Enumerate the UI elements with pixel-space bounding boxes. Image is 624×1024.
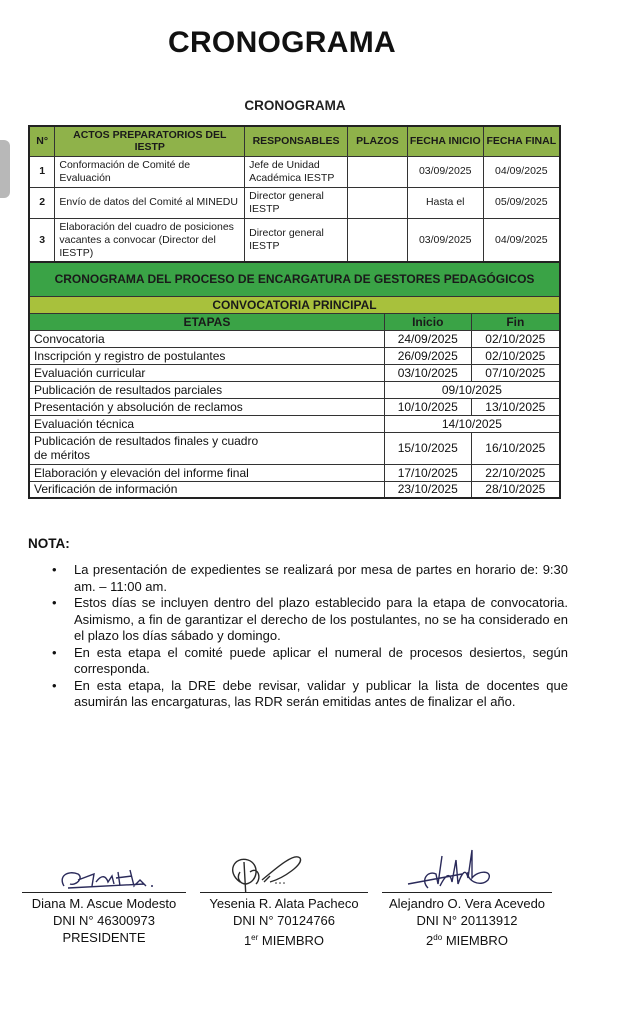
note-item: • En esta etapa, la DRE debe revisar, validar y publicar la lista de docentes que asumirán las encargaturas, las RDR serán emitidas antes de finalizar el año. xyxy=(52,678,568,711)
table-row xyxy=(29,330,560,347)
header-fecha-final: FECHA FINAL xyxy=(483,126,560,156)
proceso-encargatura-table xyxy=(28,261,561,499)
row-responsable: Director general IESTP xyxy=(245,218,348,263)
header-fin: Fin xyxy=(471,313,560,330)
row-fecha-inicio: 03/09/2025 xyxy=(407,218,483,263)
row-fecha: 09/10/2025 xyxy=(384,381,560,398)
row-acto: Envío de datos del Comité al MINEDU xyxy=(55,187,245,218)
row-fin: 13/10/2025 xyxy=(471,398,560,415)
row-plazo xyxy=(348,218,408,263)
row-fin: 28/10/2025 xyxy=(471,481,560,498)
header-actos: ACTOS PREPARATORIOS DEL IESTP xyxy=(55,126,245,156)
row-fin: 16/10/2025 xyxy=(471,432,560,464)
row-fin: 02/10/2025 xyxy=(471,330,560,347)
side-tab-handle[interactable] xyxy=(0,140,10,198)
process-title: CRONOGRAMA DEL PROCESO DE ENCARGATURA DE GESTORES PEDAGÓGICOS xyxy=(29,262,560,296)
header-inicio: Inicio xyxy=(384,313,471,330)
row-etapa: Convocatoria xyxy=(29,330,384,347)
row-inicio: 03/10/2025 xyxy=(384,364,471,381)
table-header-row xyxy=(29,126,560,156)
row-fecha-inicio: 03/09/2025 xyxy=(407,156,483,187)
row-plazo xyxy=(348,187,408,218)
row-fecha-inicio: Hasta el xyxy=(407,187,483,218)
role-ordinal: 1 xyxy=(243,933,252,948)
table-row xyxy=(29,464,560,481)
note-item: • Estos días se incluyen dentro del plazo establecido para la etapa de convocatoria. Asimismo, a fin de garantizar el derecho de los postulantes, no se ha considerado en el plazo los días sábado y domingo. xyxy=(52,595,568,645)
table-row xyxy=(29,481,560,498)
row-fin: 02/10/2025 xyxy=(471,347,560,364)
row-fin: 07/10/2025 xyxy=(471,364,560,381)
table-row xyxy=(29,381,560,398)
header-fecha-inicio: FECHA INICIO xyxy=(407,126,483,156)
role-ordinal: 2 xyxy=(426,933,434,948)
row-etapa: Presentación y absolución de reclamos xyxy=(29,398,384,415)
process-title-row xyxy=(29,262,560,296)
table-row xyxy=(29,432,560,464)
row-responsable: Director general IESTP xyxy=(245,187,348,218)
row-fecha: 14/10/2025 xyxy=(384,415,560,432)
note-item: • En esta etapa el comité puede aplicar el numeral de procesos desiertos, según corresponda. xyxy=(52,645,568,678)
row-acto: Elaboración del cuadro de posiciones vacantes a convocar (Director del IESTP) xyxy=(55,218,245,263)
row-fecha-final: 04/09/2025 xyxy=(483,218,560,263)
header-num: N° xyxy=(29,126,55,156)
table-row xyxy=(29,218,560,263)
signer-name: Diana M. Ascue Modesto xyxy=(31,896,177,911)
row-acto: Conformación de Comité de Evaluación xyxy=(55,156,245,187)
row-responsable: Jefe de Unidad Académica IESTP xyxy=(245,156,348,187)
row-etapa: Inscripción y registro de postulantes xyxy=(29,347,384,364)
header-etapas: ETAPAS xyxy=(29,313,384,330)
row-plazo xyxy=(348,156,408,187)
actos-preparatorios-table xyxy=(28,125,561,264)
role-label: MIEMBRO xyxy=(261,933,325,948)
signer-dni: DNI N° 20113912 xyxy=(416,913,518,928)
table-row xyxy=(29,415,560,432)
table-header-row xyxy=(29,313,560,330)
row-etapa: Elaboración y elevación del informe final xyxy=(29,464,384,481)
row-etapa: Evaluación curricular xyxy=(29,364,384,381)
nota-label: NOTA: xyxy=(28,536,70,551)
signature-block-presidente xyxy=(22,852,186,946)
table-row xyxy=(29,347,560,364)
table-row xyxy=(29,398,560,415)
table-title: CRONOGRAMA xyxy=(244,98,346,113)
row-num: 1 xyxy=(29,156,55,187)
table-row xyxy=(29,364,560,381)
note-item: • La presentación de expedientes se realizará por mesa de partes en horario de: 9:30 am. – 11:00 am. xyxy=(52,562,568,595)
row-fecha-final: 05/09/2025 xyxy=(483,187,560,218)
row-inicio: 26/09/2025 xyxy=(384,347,471,364)
signature-mark-icon xyxy=(382,848,552,892)
signer-role: PRESIDENTE xyxy=(62,930,146,945)
row-inicio: 10/10/2025 xyxy=(384,398,471,415)
row-num: 2 xyxy=(29,187,55,218)
row-num: 3 xyxy=(29,218,55,263)
row-etapa: Verificación de información xyxy=(29,481,384,498)
row-etapa: Evaluación técnica xyxy=(29,415,384,432)
row-inicio: 15/10/2025 xyxy=(384,432,471,464)
row-inicio: 24/09/2025 xyxy=(384,330,471,347)
section-row xyxy=(29,296,560,313)
header-plazos: PLAZOS xyxy=(348,126,408,156)
role-ordinal-suffix: do xyxy=(433,933,443,942)
signature-mark-icon xyxy=(200,852,368,892)
signature-block-segundo-miembro xyxy=(382,848,552,949)
row-inicio: 23/10/2025 xyxy=(384,481,471,498)
signature-line xyxy=(200,892,368,893)
signer-name: Yesenia R. Alata Pacheco xyxy=(209,896,359,911)
role-label: MIEMBRO xyxy=(445,933,508,948)
row-fecha-final: 04/09/2025 xyxy=(483,156,560,187)
signer-dni: DNI N° 46300973 xyxy=(52,913,156,928)
page-title: CRONOGRAMA xyxy=(168,26,396,59)
row-etapa: Publicación de resultados finales y cuadro de méritos xyxy=(29,432,384,464)
signature-line xyxy=(22,892,186,893)
signature-mark-icon xyxy=(22,852,186,892)
signature-block-primer-miembro xyxy=(200,852,368,949)
signer-name: Alejandro O. Vera Acevedo xyxy=(388,896,546,911)
header-responsables: RESPONSABLES xyxy=(245,126,348,156)
row-fin: 22/10/2025 xyxy=(471,464,560,481)
signer-role xyxy=(200,929,368,949)
signer-role xyxy=(382,929,552,949)
table-row xyxy=(29,156,560,187)
table-row xyxy=(29,187,560,218)
notes-list xyxy=(52,562,568,711)
section-title: CONVOCATORIA PRINCIPAL xyxy=(29,296,560,313)
row-inicio: 17/10/2025 xyxy=(384,464,471,481)
role-ordinal-suffix: er xyxy=(251,933,259,942)
signature-line xyxy=(382,892,552,893)
row-etapa: Publicación de resultados parciales xyxy=(29,381,384,398)
signer-dni: DNI N° 70124766 xyxy=(232,913,336,928)
